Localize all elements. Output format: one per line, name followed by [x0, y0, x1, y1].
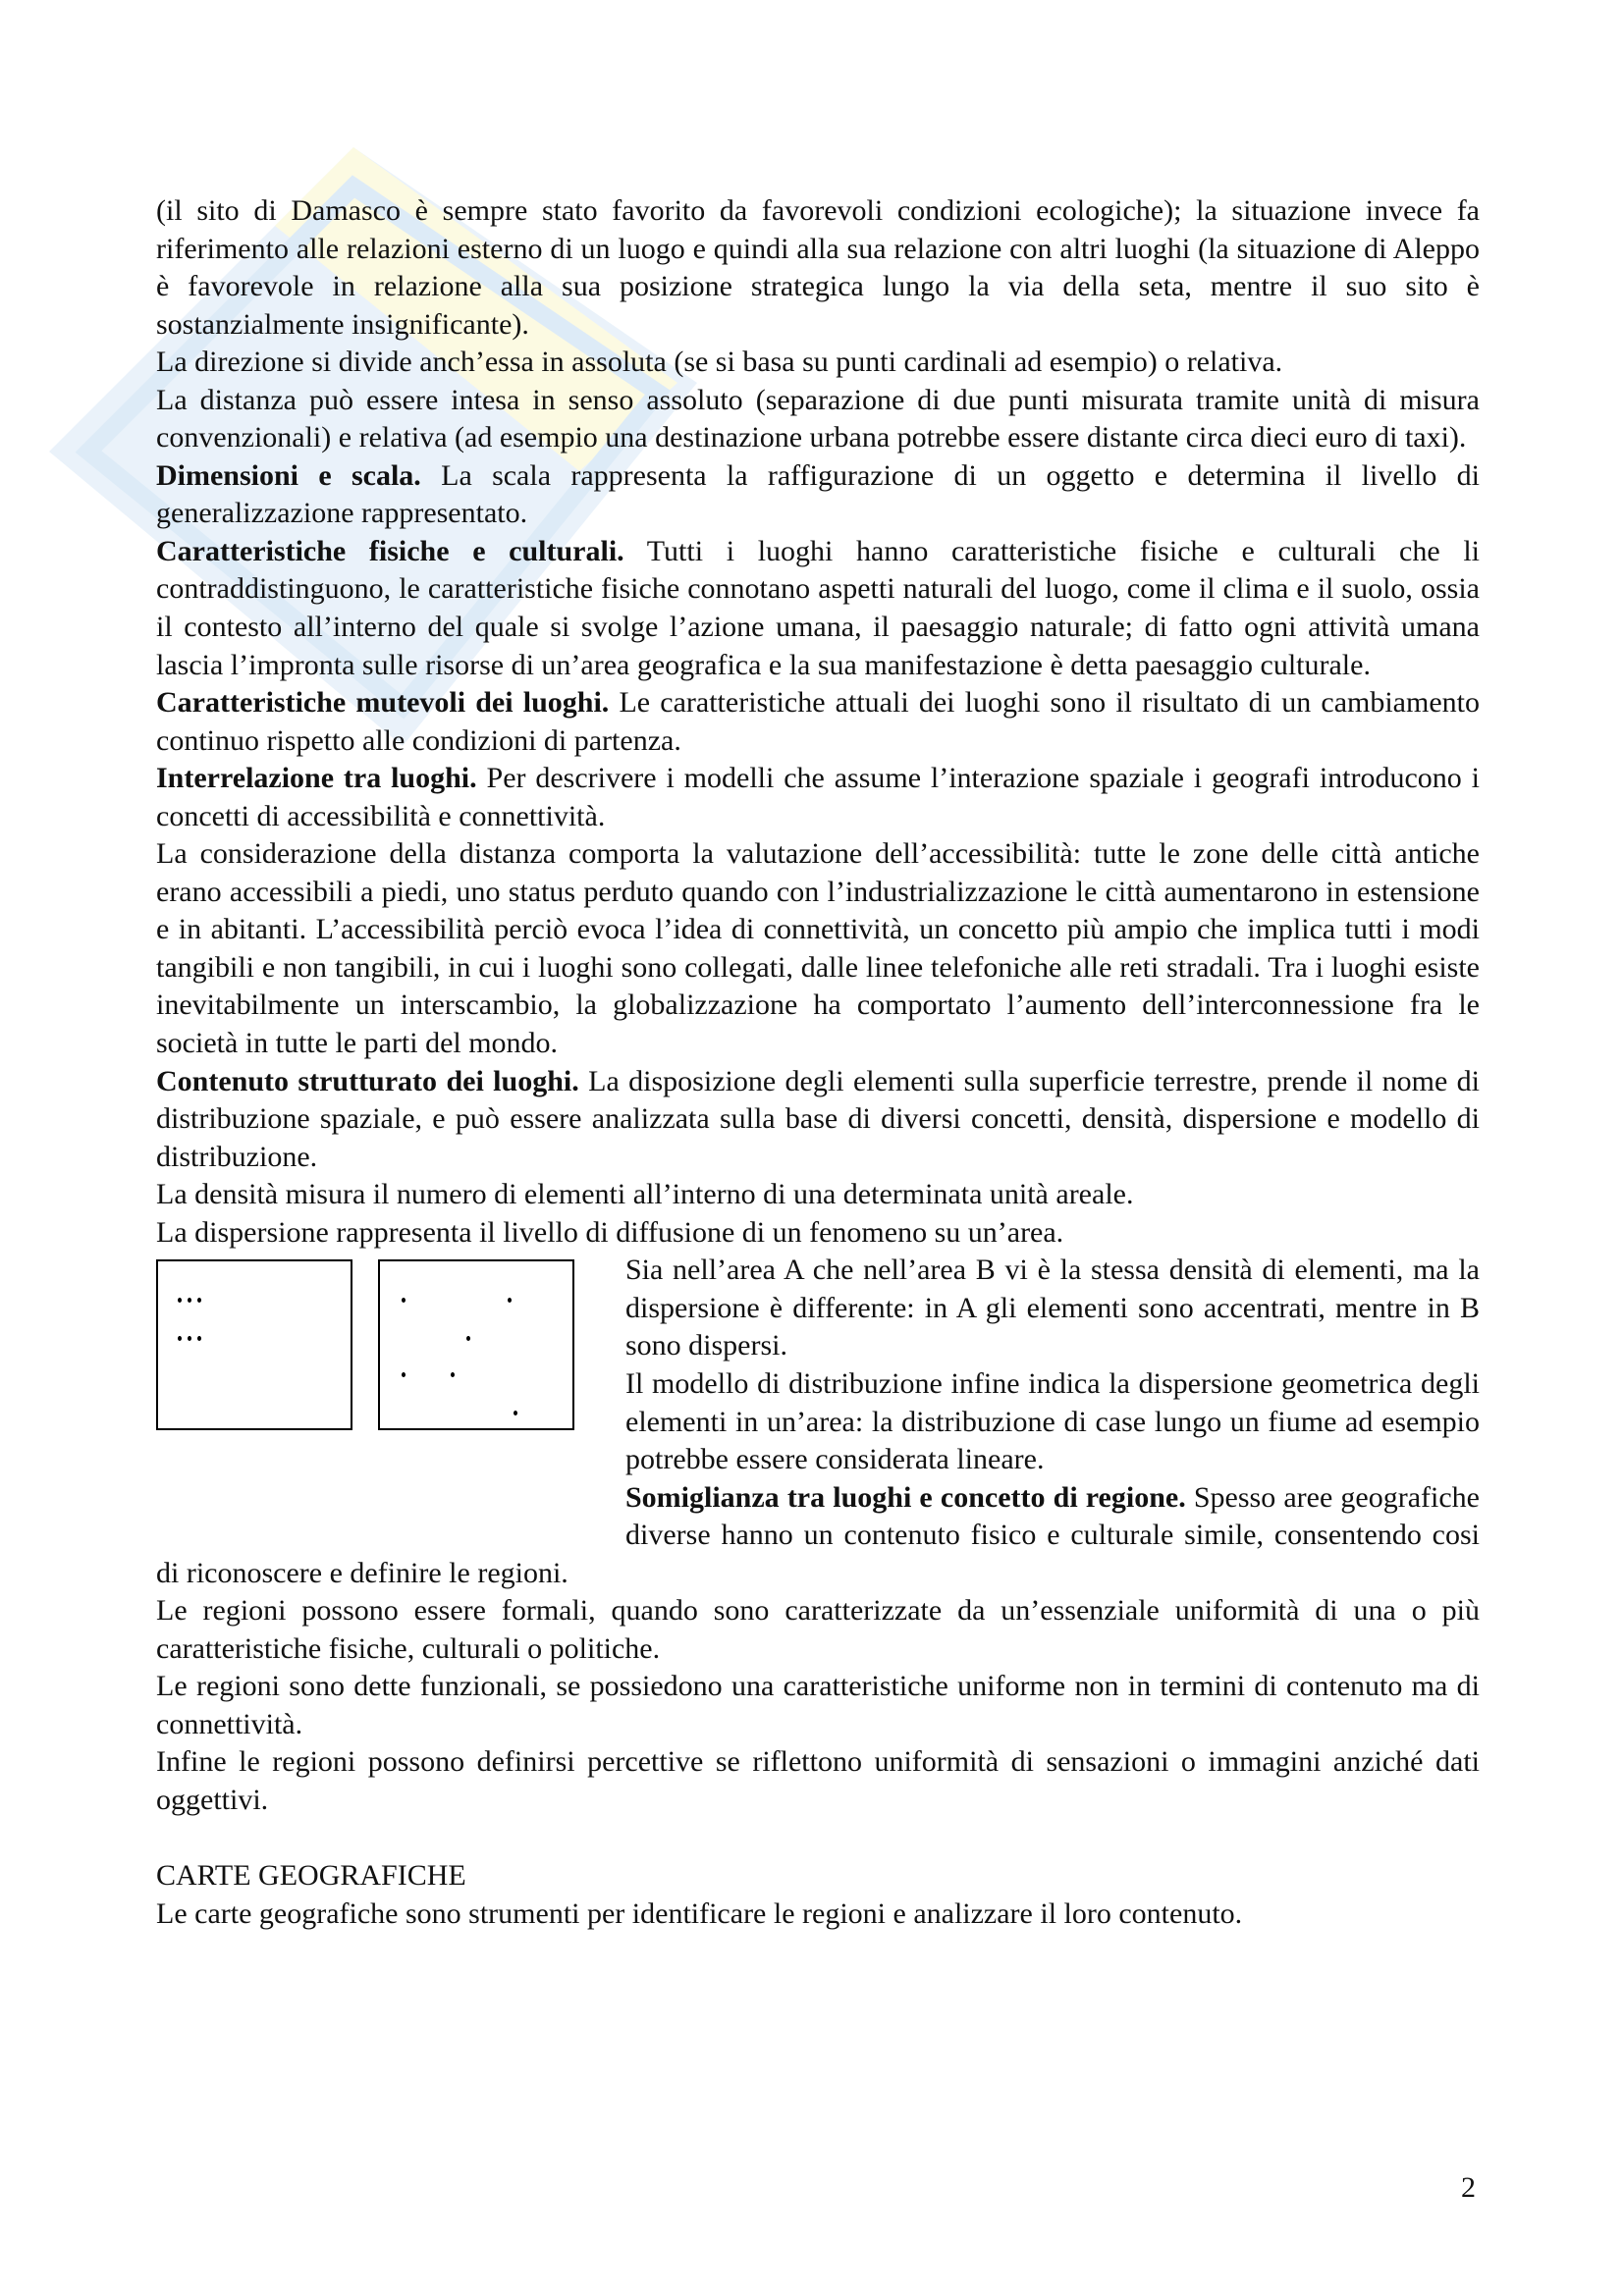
- document-body: [156, 192, 1480, 1933]
- paragraph-text: Tutti i luoghi hanno caratteristiche fisiche e culturali che li contraddistinguono, le caratteristiche fisiche connotano aspetti naturali del luogo, come il clima e il suolo, ossia il contesto all’interno del quale si svolge l’azione umana, il paesaggio naturale; di fatto ogni attività umana lascia l’impronta sulle risorse di un’area geografica e la sua manifestazione è detta paesaggio culturale.: [156, 534, 1481, 681]
- paragraph-text: Infine le regioni possono definirsi percettive se riflettono uniformità di sensazioni o immagini anziché dati oggettivi.: [156, 1745, 1480, 1816]
- paragraph-text: Le regioni sono dette funzionali, se possiedono una caratteristiche uniforme non in termini di contenuto ma di connettività.: [156, 1670, 1480, 1740]
- paragraph-text: Sia nell’area A che nell’area B vi è la stessa densità di elementi, ma la dispersione è differente: in A gli elementi sono accentrati, mentre in B sono dispersi.: [625, 1254, 1480, 1362]
- paragraph-text: La scala rappresenta la raffigurazione di un oggetto e determina il livello di generalizzazione rappresentato.: [156, 458, 1480, 530]
- paragraph-text: La disposizione degli elementi sulla superficie terrestre, prende il nome di distribuzione spaziale, e può essere analizzata sulla base di diversi concetti, densità, dispersione e modello di distribuzione.: [156, 1064, 1480, 1173]
- page-number: 2: [1461, 2171, 1476, 2204]
- paragraph: [156, 382, 1480, 457]
- paragraph-text: La densità misura il numero di elementi all’interno di una determinata unità areale.: [156, 1178, 1134, 1211]
- section-heading: CARTE GEOGRAFICHE: [156, 1859, 466, 1893]
- paragraph: [156, 1063, 1480, 1177]
- paragraph: [156, 684, 1480, 760]
- paragraph-heading: Contenuto strutturato dei luoghi.: [156, 1064, 579, 1097]
- paragraph: [156, 1592, 1480, 1668]
- paragraph: [156, 1176, 1480, 1214]
- paragraph-heading: Caratteristiche mutevoli dei luoghi.: [156, 686, 610, 720]
- section-text: Le carte geografiche sono strumenti per identificare le regioni e analizzare il loro contenuto.: [156, 1896, 1243, 1930]
- paragraph-text: La dispersione rappresenta il livello di diffusione di un fenomeno su un’area.: [156, 1215, 1064, 1249]
- paragraph-text: (il sito di Damasco è sempre stato favorito da favorevoli condizioni ecologiche); la situazione invece fa riferimento alle relazioni esterno di un luogo e quindi alla sua relazione con altri luoghi (la situazione di Aleppo è favorevole in relazione alla sua posizione strategica lungo la via della seta, mentre il suo sito è sostanzialmente insignificante).: [156, 194, 1480, 341]
- paragraph: [156, 533, 1480, 684]
- area-a-box: [156, 1259, 352, 1430]
- paragraph-text: La distanza può essere intesa in senso assoluto (separazione di due punti misurata tramite unità di misura convenzionali) e relativa (ad esempio una destinazione urbana potrebbe essere distante circa dieci euro di taxi).: [156, 383, 1480, 454]
- paragraph: [156, 760, 1480, 835]
- dispersion-figure: [156, 1259, 625, 1524]
- paragraph-heading: Dimensioni e scala.: [156, 458, 421, 492]
- area-b-box: [378, 1259, 574, 1430]
- paragraph-heading: Somiglianza tra luoghi e concetto di regione.: [625, 1480, 1186, 1514]
- paragraph: [156, 192, 1480, 344]
- paragraph-text: Per descrivere i modelli che assume l’interazione spaziale i geografi introducono i concetti di accessibilità e connettività.: [156, 762, 1480, 832]
- paragraph: [156, 835, 1480, 1062]
- paragraph-heading: Interrelazione tra luoghi.: [156, 762, 477, 795]
- paragraph-text: La considerazione della distanza comporta la valutazione dell’accessibilità: tutte le zone delle città antiche erano accessibili a piedi, uno status perduto quando con l’industrializzazione le città aumentarono in estensione e in abitanti. L’accessibilità perciò evoca l’idea di connettività, un concetto più ampio che implica tutti i modi tangibili e non tangibili, in cui i luoghi sono collegati, dalle linee telefoniche alle reti stradali. Tra i luoghi esiste inevitabilmente un interscambio, la globalizzazione ha comportato l’aumento dell’interconnessione fra le società in tutte le parti del mondo.: [156, 837, 1480, 1060]
- paragraph: [156, 1743, 1480, 1819]
- paragraph-text: Le caratteristiche attuali dei luoghi sono il risultato di un cambiamento continuo rispetto alle condizioni di partenza.: [156, 686, 1480, 757]
- paragraph: [156, 1214, 1480, 1253]
- paragraph-text: La direzione si divide anch’essa in assoluta (se si basa su punti cardinali ad esempio) o relativa.: [156, 346, 1283, 379]
- paragraph: [156, 457, 1480, 533]
- paragraph-heading: Caratteristiche fisiche e culturali.: [156, 534, 624, 567]
- paragraph: [156, 1668, 1480, 1743]
- paragraph-text: Il modello di distribuzione infine indica la dispersione geometrica degli elementi in un’area: la distribuzione di case lungo un fiume ad esempio potrebbe essere considerata lineare.: [625, 1366, 1480, 1476]
- paragraph-text: Spesso aree geografiche diverse hanno un contenuto fisico e culturale simile, consentendo cosi di riconoscere e definire le regioni.: [156, 1480, 1480, 1589]
- paragraph: [156, 344, 1480, 382]
- paragraph-text: Le regioni possono essere formali, quando sono caratterizzate da un’essenziale uniformità di una o più caratteristiche fisiche, culturali o politiche.: [156, 1594, 1480, 1665]
